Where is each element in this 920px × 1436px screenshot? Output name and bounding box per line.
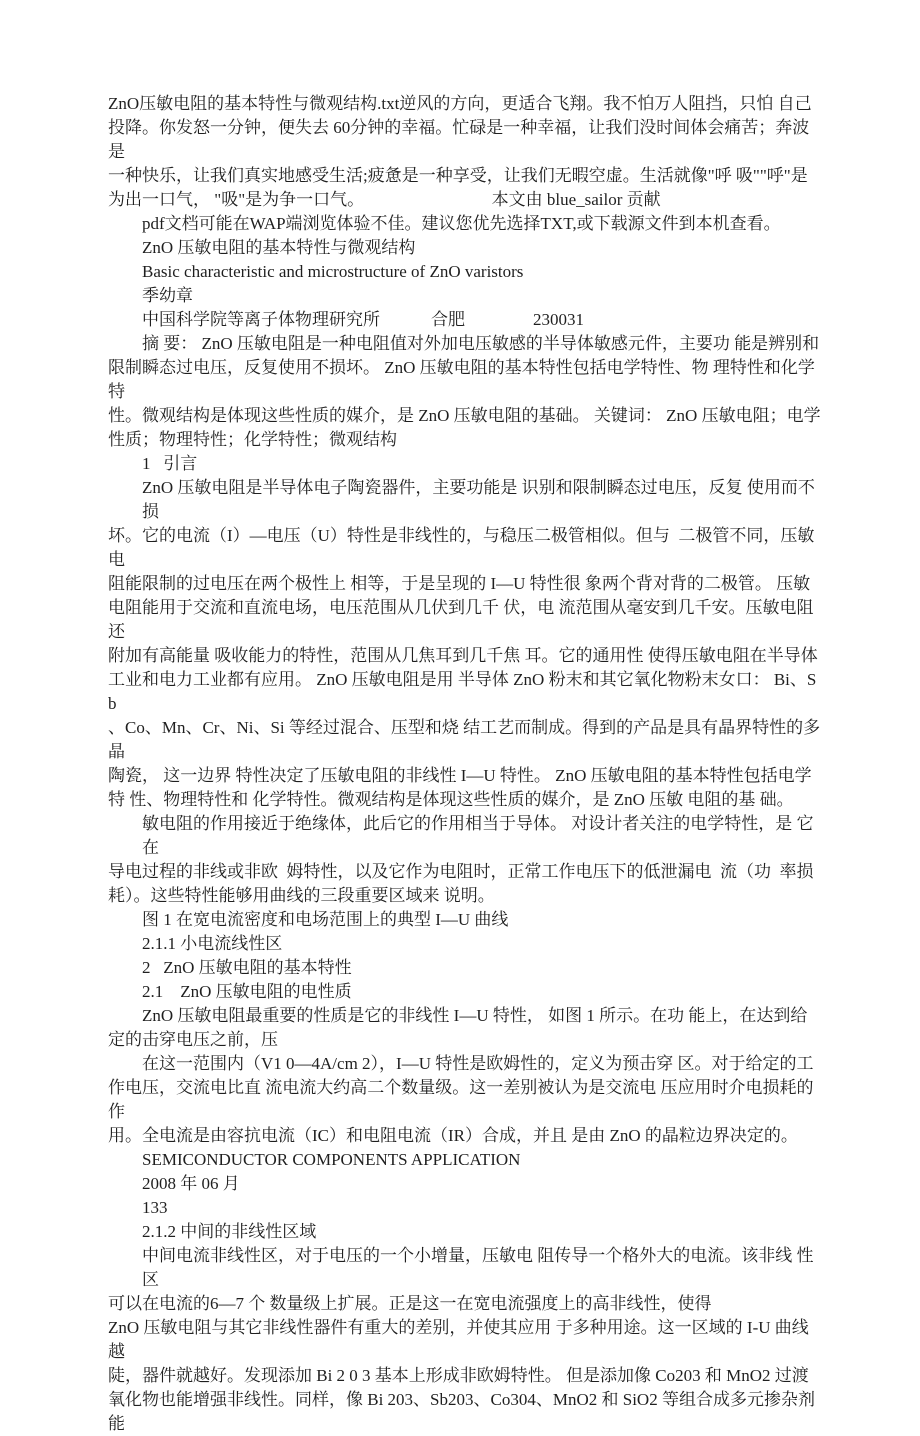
text-line: 耗）。这些特性能够用曲线的三段重要区域来 说明。	[108, 886, 495, 905]
text-line: 陶瓷， 这一边界 特性决定了压敏电阻的非线性 I—U 特性。 ZnO 压敏电阻的基本特性包括电学	[108, 766, 812, 785]
text-line: ZnO压敏电阻的基本特性与微观结构.txt逆风的方向，更适合飞翔。我不怕万人阻挡，只怕 自己	[108, 94, 812, 113]
text-line: ZnO 压敏电阻与其它非线性器件有重大的差别，并使其应用 于多种用途。这一区域的 I-U 曲线越	[108, 1318, 809, 1361]
text-line: 工业和电力工业都有应用。 ZnO 压敏电阻是用 半导体 ZnO 粉末和其它氧化物粉末女口： Bi、Sb	[108, 670, 817, 713]
text-line: 季幼章	[142, 286, 193, 305]
text-line: 用。全电流是由容抗电流（IC）和电阻电流（IR）合成，并且 是由 ZnO 的晶粒边界决定的。	[108, 1126, 798, 1145]
text-line: 为出一口气， "吸"是为争一口气。 本文由 blue_sailor 贡献	[108, 190, 661, 209]
text-line: 特 性、物理特性和 化学特性。微观结构是体现这些性质的媒介，是 ZnO 压敏 电阻的基 础。	[108, 790, 794, 809]
text-line: 2 ZnO 压敏电阻的基本特性	[142, 958, 352, 977]
text-line: 电阻能用于交流和直流电场，电压范围从几伏到几千 伏，电 流范围从毫安到几千安。压敏电阻还	[108, 598, 814, 641]
text-line: 133	[142, 1198, 168, 1217]
text-line: pdf文档可能在WAP端浏览体验不佳。建议您优先选择TXT,或下载源文件到本机查看。	[142, 214, 781, 233]
text-line: 中间电流非线性区，对于电压的一个小增量，压敏电 阻传导一个格外大的电流。该非线 性区	[142, 1246, 814, 1289]
text-line: 坏。它的电流（I）—电压（U）特性是非线性的，与稳压二极管相似。但与 二极管不同，压敏电	[108, 526, 815, 569]
text-line: SEMICONDUCTOR COMPONENTS APPLICATION	[142, 1150, 521, 1169]
text-line: 中国科学院等离子体物理研究所 合肥 230031	[142, 310, 584, 329]
text-line: 限制瞬态过电压，反复使用不损坏。 ZnO 压敏电阻的基本特性包括电学特性、物 理特性和化学特	[108, 358, 815, 401]
document-body	[108, 92, 822, 1436]
text-line: 投降。你发怒一分钟，便失去 60分钟的幸福。忙碌是一种幸福，让我们没时间体会痛苦；奔波是	[108, 118, 810, 161]
text-line: 图 1 在宽电流密度和电场范围上的典型 I—U 曲线	[142, 910, 509, 929]
text-line: 摘 要： ZnO 压敏电阻是一种电阻值对外加电压敏感的半导体敏感元件，主要功 能是辨别和	[142, 334, 820, 353]
text-line: 一种快乐，让我们真实地感受生活;疲惫是一种享受，让我们无暇空虚。生活就像"呼 吸""呼"是	[108, 166, 808, 185]
text-line: 性质；物理特性；化学特性；微观结构	[108, 430, 397, 449]
text-line: 陡，器件就越好。发现添加 Bi 2 0 3 基本上形成非欧姆特性。 但是添加像 Co203 和 MnO2 过渡	[108, 1366, 809, 1385]
text-line: 定的击穿电压之前，压	[108, 1030, 278, 1049]
text-line: 在这一范围内（V1 0—4A/cm 2），I—U 特性是欧姆性的，定义为预击穿 区。对于给定的工	[142, 1054, 814, 1073]
text-line: 可以在电流的6—7 个 数量级上扩展。正是这一在宽电流强度上的高非线性，使得	[108, 1294, 712, 1313]
text-line: Basic characteristic and microstructure of ZnO varistors	[142, 262, 524, 281]
text-line: 氧化物也能增强非线性。同样，像 Bi 203、Sb203、Co304、MnO2 和 SiO2 等组合成多元掺杂剂能	[108, 1390, 815, 1433]
text-line: ZnO 压敏电阻最重要的性质是它的非线性 I—U 特性， 如图 1 所示。在功 能上，在达到给	[142, 1006, 808, 1025]
text-line: 阻能限制的过电压在两个极性上 相等，于是呈现的 I—U 特性很 象两个背对背的二极管。 压敏	[108, 574, 811, 593]
text-line: 2.1.2 中间的非线性区域	[142, 1222, 317, 1241]
text-line: 敏电阻的作用接近于绝缘体，此后它的作用相当于导体。 对设计者关注的电学特性，是 它在	[142, 814, 814, 857]
text-line: ZnO 压敏电阻是半导体电子陶瓷器件，主要功能是 识别和限制瞬态过电压，反复 使用而不损	[142, 478, 815, 521]
text-line: 导电过程的非线或非欧 姆特性，以及它作为电阻时，正常工作电压下的低泄漏电 流（功 率损	[108, 862, 814, 881]
text-line: 2.1.1 小电流线性区	[142, 934, 283, 953]
text-line: 作电压，交流电比直 流电流大约高二个数量级。这一差别被认为是交流电 压应用时介电损耗的作	[108, 1078, 814, 1121]
text-line: 2.1 ZnO 压敏电阻的电性质	[142, 982, 352, 1001]
text-line: 性。微观结构是体现这些性质的媒介，是 ZnO 压敏电阻的基础。 关键词： ZnO 压敏电阻；电学	[108, 406, 821, 425]
text-line: ZnO 压敏电阻的基本特性与微观结构	[142, 238, 416, 257]
text-line: 2008 年 06 月	[142, 1174, 240, 1193]
text-line: 、Co、Mn、Cr、Ni、Si 等经过混合、压型和烧 结工艺而制成。得到的产品是具有晶界特性的多晶	[108, 718, 821, 761]
text-line: 附加有高能量 吸收能力的特性，范围从几焦耳到几千焦 耳。它的通用性 使得压敏电阻在半导体	[108, 646, 818, 665]
text-line: 1 引言	[142, 454, 198, 473]
